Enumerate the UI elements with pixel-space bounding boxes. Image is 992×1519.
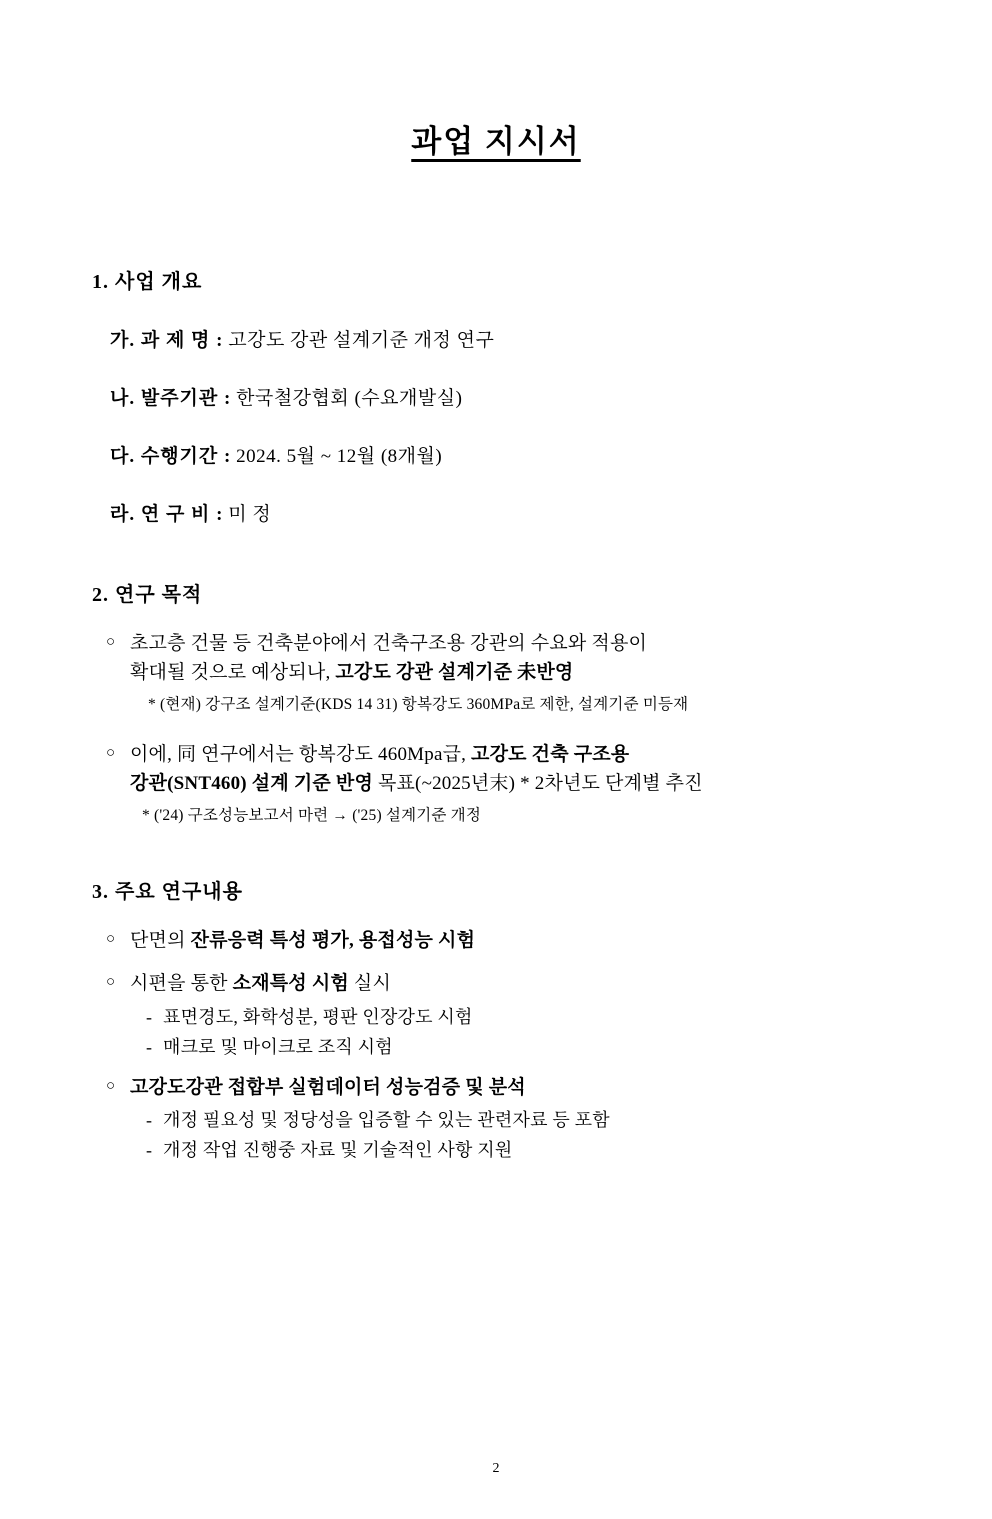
- dash-bullet-icon: -: [146, 1140, 153, 1161]
- sub-item: [146, 1033, 904, 1059]
- footnote: * ('24) 구조성능보고서 마련 → ('25) 설계기준 개정: [142, 806, 482, 824]
- section-heading-2: 2. 연구 목적: [92, 584, 203, 606]
- item-value: 고강도 강관 설계기준 개정 연구: [228, 330, 495, 351]
- bullet-text-bold: 소재특성 시험: [232, 973, 349, 995]
- dash-bullet-icon: -: [146, 1110, 153, 1131]
- bullet-text-normal-pre: 시편을 통한: [130, 973, 233, 995]
- bullet-line-1-bold: 고강도 건축 구조용: [471, 743, 630, 765]
- item-label: 나. 발주기관 :: [110, 388, 232, 409]
- sub-item: [146, 1136, 904, 1162]
- bullet-line-2-bold: 강관(SNT460) 설계 기준 반영: [130, 773, 373, 795]
- item-value: 2024. 5월 ~ 12월 (8개월): [236, 446, 443, 467]
- sub-item-text: 매크로 및 마이크로 조직 시험: [163, 1036, 393, 1057]
- sub-item-text: 개정 필요성 및 정당성을 입증할 수 있는 관련자료 등 포함: [163, 1110, 610, 1131]
- bullet-group-3: [106, 926, 904, 1162]
- bullet-text-normal: 단면의: [130, 929, 191, 951]
- dash-bullet-icon: -: [146, 1036, 153, 1057]
- document-page: [0, 116, 992, 1519]
- bullet-text: [130, 969, 904, 998]
- list-item: [110, 383, 904, 410]
- bullet-line-2-normal: 목표(~2025년末) * 2차년도 단계별 추진: [373, 773, 703, 795]
- item-label: 다. 수행기간 :: [110, 446, 232, 467]
- circle-bullet-icon: ○: [106, 930, 116, 947]
- bullet-text: [130, 629, 904, 688]
- bullet-line-2-bold: 고강도 강관 설계기준 未반영: [335, 662, 574, 684]
- bullet-line-1-normal: 이에, 同 연구에서는 항복강도 460Mpa급,: [130, 743, 472, 765]
- sub-item-text: 개정 작업 진행중 자료 및 기술적인 사항 지원: [163, 1140, 513, 1161]
- item-value: 한국철강협회 (수요개발실): [236, 388, 463, 409]
- item-label: 라. 연 구 비 :: [110, 504, 224, 525]
- sub-item: [146, 1003, 904, 1029]
- list-item: [110, 325, 904, 352]
- bullet-item: [106, 740, 904, 799]
- bullet-line-1: 초고층 건물 등 건축분야에서 건축구조용 강관의 수요와 적용이: [130, 633, 648, 654]
- bullet-line-2-normal: 확대될 것으로 예상되나,: [130, 662, 336, 684]
- page-number: 2: [492, 1461, 500, 1476]
- list-item: [110, 441, 904, 468]
- page-title: 과업 지시서: [411, 124, 581, 159]
- footnote: * (현재) 강구조 설계기준(KDS 14 31) 항복강도 360MPa로 제한, 설계기준 미등재: [148, 695, 689, 713]
- circle-bullet-icon: ○: [106, 974, 116, 991]
- bullet-text: [130, 740, 904, 799]
- list-item: [110, 499, 904, 526]
- circle-bullet-icon: ○: [106, 634, 116, 650]
- bullet-item: [106, 926, 904, 955]
- dash-bullet-icon: -: [146, 1006, 153, 1027]
- sub-item-text: 표면경도, 화학성분, 평판 인장강도 시험: [163, 1006, 473, 1027]
- bullet-item: [106, 1073, 904, 1102]
- bullet-item: [106, 969, 904, 998]
- bullet-text-bold: 잔류응력 특성 평가, 용접성능 시험: [190, 929, 476, 951]
- item-label: 가. 과 제 명 :: [110, 330, 224, 351]
- bullet-group-2: [106, 629, 904, 825]
- section-heading-3: 3. 주요 연구내용: [92, 880, 243, 903]
- bullet-text: 고강도강관 접합부 실험데이터 성능검증 및 분석: [130, 1076, 526, 1098]
- circle-bullet-icon: ○: [106, 1077, 116, 1094]
- section-heading-1: 1. 사업 개요: [92, 271, 203, 293]
- bullet-text: [130, 926, 904, 955]
- item-value: 미 정: [228, 504, 272, 525]
- circle-bullet-icon: ○: [106, 744, 116, 761]
- sub-item: [146, 1106, 904, 1132]
- bullet-item: [106, 629, 904, 688]
- bullet-text-normal-post: 실시: [348, 973, 392, 995]
